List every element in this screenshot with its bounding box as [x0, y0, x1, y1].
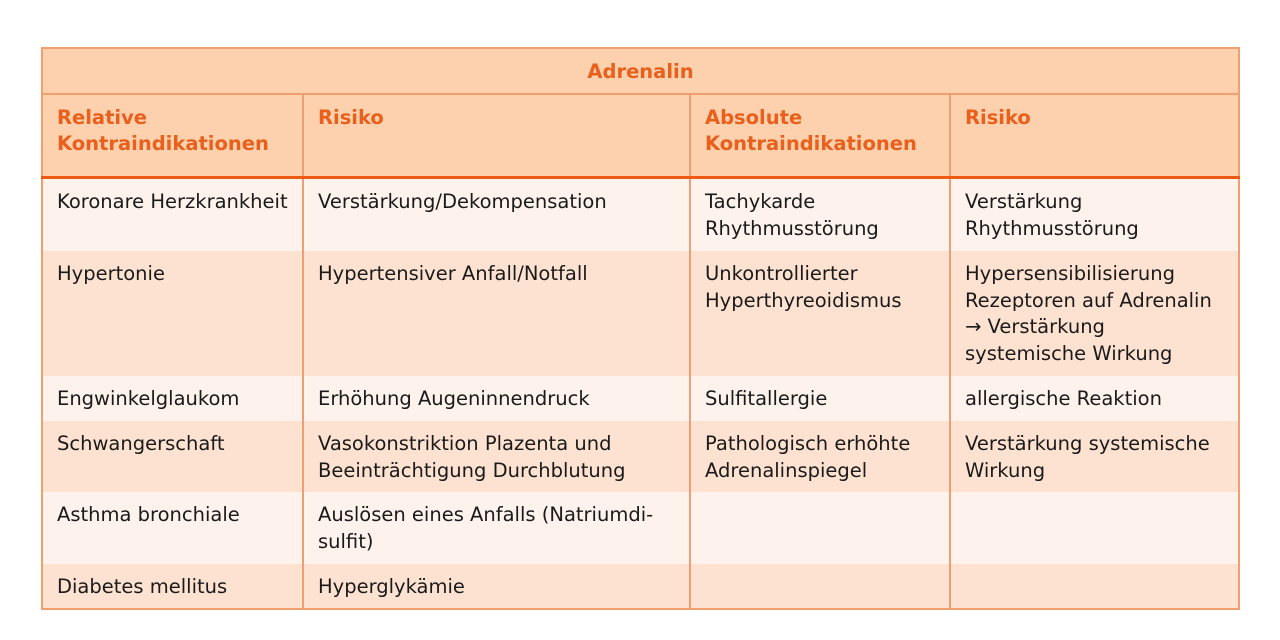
table-row: [42, 178, 1239, 252]
relative-risk-cell: Erhöhung Augeninnendruck: [303, 376, 690, 421]
absolute-risk-cell: [950, 564, 1239, 609]
relative-contraindication-cell: Hypertonie: [42, 251, 303, 376]
header-relative-contraindications: Relative Kontraindikationen: [42, 94, 303, 178]
column-header-row: [42, 94, 1239, 178]
relative-risk-cell: Hyperglykämie: [303, 564, 690, 609]
relative-contraindication-cell: Asthma bronchiale: [42, 492, 303, 564]
absolute-risk-cell: allergische Reaktion: [950, 376, 1239, 421]
absolute-risk-cell: Verstärkung systemische Wirkung: [950, 421, 1239, 492]
header-absolute-risk: Risiko: [950, 94, 1239, 178]
absolute-contraindication-cell: Unkontrollierter Hyperthyreoidismus: [690, 251, 950, 376]
relative-contraindication-cell: Schwangerschaft: [42, 421, 303, 492]
absolute-contraindication-cell: Sulfitallergie: [690, 376, 950, 421]
relative-contraindication-cell: Diabetes mellitus: [42, 564, 303, 609]
relative-risk-cell: Auslösen eines Anfalls (Natriumdi-sulfit): [303, 492, 690, 564]
absolute-contraindication-cell: [690, 492, 950, 564]
absolute-contraindication-cell: Tachykarde Rhythmusstörung: [690, 178, 950, 252]
table-row: [42, 492, 1239, 564]
table-row: [42, 251, 1239, 376]
absolute-contraindication-cell: Pathologisch erhöhte Adrenalinspiegel: [690, 421, 950, 492]
table-title: Adrenalin: [42, 48, 1239, 94]
absolute-risk-cell: [950, 492, 1239, 564]
relative-risk-cell: Vasokonstriktion Plazenta und Beeinträchtigung Durchblutung: [303, 421, 690, 492]
table-title-row: [42, 48, 1239, 94]
table-row: [42, 564, 1239, 609]
header-relative-risk: Risiko: [303, 94, 690, 178]
table-row: [42, 421, 1239, 492]
relative-contraindication-cell: Engwinkelglaukom: [42, 376, 303, 421]
absolute-contraindication-cell: [690, 564, 950, 609]
absolute-risk-cell: Hypersensibilisierung Rezeptoren auf Adrenalin → Verstärkung systemische Wirkung: [950, 251, 1239, 376]
relative-contraindication-cell: Koronare Herzkrankheit: [42, 178, 303, 252]
table-row: [42, 376, 1239, 421]
relative-risk-cell: Hypertensiver Anfall/Notfall: [303, 251, 690, 376]
relative-risk-cell: Verstärkung/Dekompensation: [303, 178, 690, 252]
absolute-risk-cell: Verstärkung Rhythmusstörung: [950, 178, 1239, 252]
adrenalin-contraindications-table: [41, 47, 1240, 610]
header-absolute-contraindications: Absolute Kontraindikationen: [690, 94, 950, 178]
